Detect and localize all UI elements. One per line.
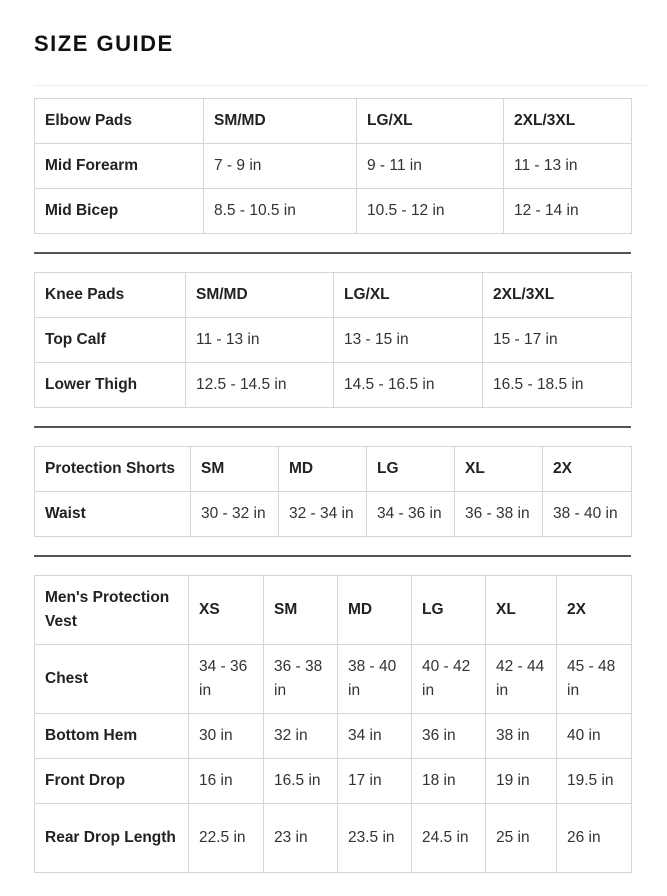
table-header-cell: LG xyxy=(412,576,486,645)
table-row xyxy=(35,645,632,714)
table-cell: 15 - 17 in xyxy=(483,318,632,363)
table-header-cell: Men's Protection Vest xyxy=(35,576,189,645)
table-row xyxy=(35,318,632,363)
table-row xyxy=(35,144,632,189)
table-cell: 40 in xyxy=(557,714,632,759)
table-cell: 32 in xyxy=(264,714,338,759)
table-row xyxy=(35,492,632,537)
row-label: Top Calf xyxy=(35,318,186,363)
table-cell: 9 - 11 in xyxy=(357,144,504,189)
table-header-cell: XL xyxy=(455,447,543,492)
table-cell: 16.5 - 18.5 in xyxy=(483,363,632,408)
table-header-cell: SM xyxy=(264,576,338,645)
row-label: Front Drop xyxy=(35,759,189,804)
table-header-cell: 2XL/3XL xyxy=(504,99,632,144)
table-header-cell: SM/MD xyxy=(204,99,357,144)
table-cell: 25 in xyxy=(486,804,557,873)
elbow-pads-table xyxy=(34,98,632,234)
table-row xyxy=(35,759,632,804)
table-header-cell: LG xyxy=(367,447,455,492)
table-cell: 13 - 15 in xyxy=(334,318,483,363)
table-cell: 18 in xyxy=(412,759,486,804)
table-header-cell: LG/XL xyxy=(334,273,483,318)
table-row xyxy=(35,189,632,234)
table-header-cell: Protection Shorts xyxy=(35,447,191,492)
table-cell: 23.5 in xyxy=(338,804,412,873)
table-cell: 30 in xyxy=(189,714,264,759)
table-cell: 42 - 44 in xyxy=(486,645,557,714)
table-header-cell: Elbow Pads xyxy=(35,99,204,144)
table-cell: 38 in xyxy=(486,714,557,759)
page-title: SIZE GUIDE xyxy=(34,31,174,56)
row-label: Mid Forearm xyxy=(35,144,204,189)
table-row xyxy=(35,804,632,873)
table-cell: 12 - 14 in xyxy=(504,189,632,234)
table-cell: 34 - 36 in xyxy=(189,645,264,714)
row-label: Waist xyxy=(35,492,191,537)
table-header-cell: XL xyxy=(486,576,557,645)
table-cell: 19 in xyxy=(486,759,557,804)
table-header-cell: Knee Pads xyxy=(35,273,186,318)
table-header-cell: LG/XL xyxy=(357,99,504,144)
table-cell: 40 - 42 in xyxy=(412,645,486,714)
table-cell: 32 - 34 in xyxy=(279,492,367,537)
table-header-cell: SM/MD xyxy=(186,273,334,318)
section-divider xyxy=(34,555,631,557)
table-cell: 45 - 48 in xyxy=(557,645,632,714)
table-cell: 16.5 in xyxy=(264,759,338,804)
table-cell: 8.5 - 10.5 in xyxy=(204,189,357,234)
table-row xyxy=(35,714,632,759)
table-cell: 36 - 38 in xyxy=(455,492,543,537)
title-divider xyxy=(34,85,648,86)
table-cell: 11 - 13 in xyxy=(186,318,334,363)
table-cell: 24.5 in xyxy=(412,804,486,873)
table-cell: 23 in xyxy=(264,804,338,873)
knee-pads-table xyxy=(34,272,632,408)
protection-shorts-table xyxy=(34,446,632,537)
table-cell: 22.5 in xyxy=(189,804,264,873)
row-label: Lower Thigh xyxy=(35,363,186,408)
row-label: Chest xyxy=(35,645,189,714)
table-header-cell: 2X xyxy=(557,576,632,645)
table-cell: 30 - 32 in xyxy=(191,492,279,537)
table-cell: 36 - 38 in xyxy=(264,645,338,714)
table-cell: 10.5 - 12 in xyxy=(357,189,504,234)
table-cell: 34 - 36 in xyxy=(367,492,455,537)
table-cell: 16 in xyxy=(189,759,264,804)
row-label: Rear Drop Length xyxy=(35,804,189,873)
table-header-row xyxy=(35,576,632,645)
table-cell: 12.5 - 14.5 in xyxy=(186,363,334,408)
table-header-cell: MD xyxy=(279,447,367,492)
table-cell: 38 - 40 in xyxy=(338,645,412,714)
table-header-cell: 2X xyxy=(543,447,632,492)
table-header-cell: XS xyxy=(189,576,264,645)
table-header-row xyxy=(35,447,632,492)
table-cell: 7 - 9 in xyxy=(204,144,357,189)
table-header-row xyxy=(35,273,632,318)
table-header-cell: SM xyxy=(191,447,279,492)
table-header-cell: 2XL/3XL xyxy=(483,273,632,318)
row-label: Mid Bicep xyxy=(35,189,204,234)
table-cell: 38 - 40 in xyxy=(543,492,632,537)
table-cell: 14.5 - 16.5 in xyxy=(334,363,483,408)
table-cell: 11 - 13 in xyxy=(504,144,632,189)
section-divider xyxy=(34,252,631,254)
table-header-row xyxy=(35,99,632,144)
row-label: Bottom Hem xyxy=(35,714,189,759)
protection-vest-table xyxy=(34,575,632,873)
section-divider xyxy=(34,426,631,428)
table-cell: 34 in xyxy=(338,714,412,759)
table-cell: 19.5 in xyxy=(557,759,632,804)
table-cell: 26 in xyxy=(557,804,632,873)
table-row xyxy=(35,363,632,408)
table-cell: 17 in xyxy=(338,759,412,804)
table-header-cell: MD xyxy=(338,576,412,645)
table-cell: 36 in xyxy=(412,714,486,759)
